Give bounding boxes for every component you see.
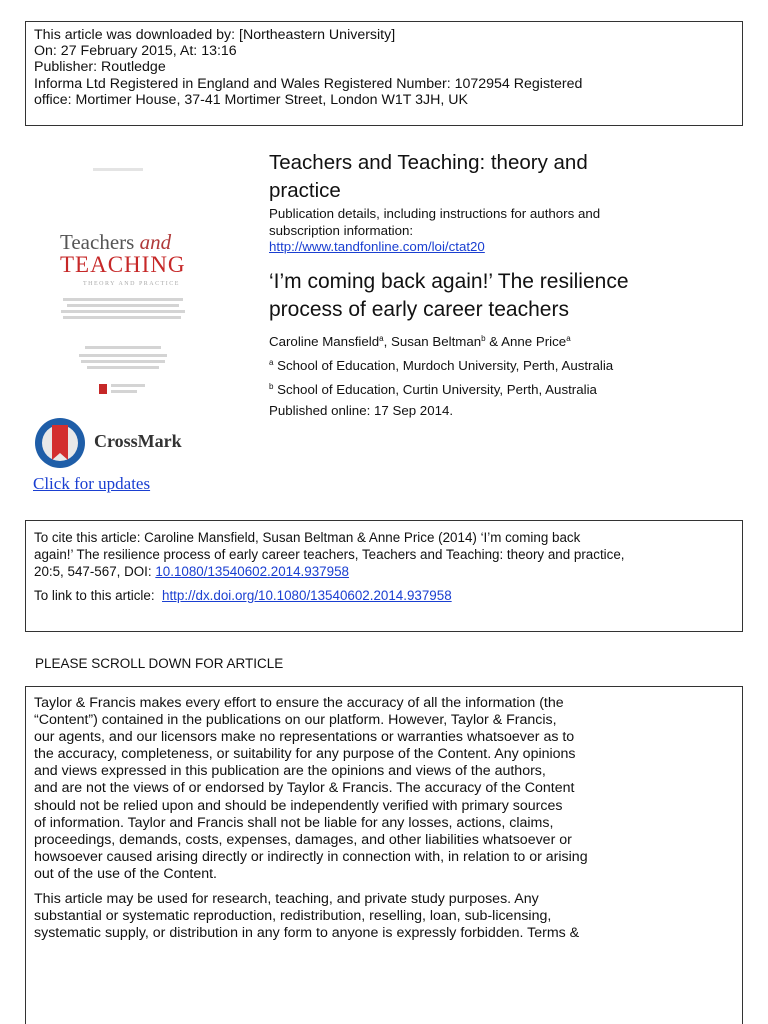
- doi-link[interactable]: 10.1080/13540602.2014.937958: [155, 564, 349, 580]
- disclaimer-line: substantial or systematic reproduction, redistribution, reselling, loan, sub-licensing,: [34, 908, 552, 925]
- cover-subtitle: THEORY AND PRACTICE: [83, 281, 180, 287]
- published-date: Published online: 17 Sep 2014.: [269, 403, 454, 418]
- journal-title: Teachers and Teaching: theory and practice: [269, 151, 588, 202]
- journal-url-link[interactable]: http://www.tandfonline.com/loi/ctat20: [269, 239, 485, 254]
- disclaimer-box: [25, 686, 743, 1024]
- author-list: Caroline Mansfield$^a$, Susan Beltman$^b$ & Anne Price$^a$: [269, 334, 571, 349]
- citation-box: To cite this article: Caroline Mansfield, Susan Beltman & Anne Price (2014) ‘I’m coming back again!’ The resilience process of early career teachers, Teachers and Teaching: theory and practice, 20:5, 547-567, DOI: 10.1080/13540602.2014.937958 To link to this article: http://dx.doi.org/10.1080/13540602.2014.937958: [25, 520, 743, 632]
- article-title: ‘I’m coming back again!’ The resilience process of early career teachers: [269, 270, 629, 321]
- click-for-updates-link[interactable]: Click for updates: [33, 474, 151, 493]
- download-notice-box: [25, 21, 743, 126]
- disclaimer-line: systematic supply, or distribution in any form to anyone is expressly forbidden. Terms &: [34, 925, 580, 942]
- disclaimer-line: out of the use of the Content.: [34, 865, 217, 882]
- affiliation-b: $^b$ School of Education, Curtin University, Perth, Australia: [269, 382, 597, 397]
- article-link[interactable]: http://dx.doi.org/10.1080/13540602.2014.937958: [162, 587, 452, 603]
- disclaimer-line: proceedings, demands, costs, expenses, damages, and other liabilities whatsoever or: [34, 831, 572, 848]
- affiliation-a: $^a$ School of Education, Murdoch University, Perth, Australia: [269, 358, 614, 373]
- download-notice-line: office: Mortimer House, 37-41 Mortimer Street, London W1T 3JH, UK: [34, 91, 468, 108]
- disclaimer-line: and are not the views of or endorsed by Taylor & Francis. The accuracy of the Content: [34, 780, 575, 797]
- author-block: [269, 328, 613, 421]
- disclaimer-line: of information. Taylor and Francis shall not be liable for any losses, actions, claims,: [34, 814, 554, 831]
- scroll-notice: PLEASE SCROLL DOWN FOR ARTICLE: [35, 656, 284, 671]
- disclaimer-paragraph-1: [34, 695, 734, 883]
- disclaimer-paragraph-2: [34, 891, 734, 942]
- disclaimer-line: Taylor & Francis makes every effort to ensure the accuracy of all the information (the: [34, 695, 564, 711]
- publisher-logo-icon: [99, 384, 107, 394]
- disclaimer-line: and views expressed in this publication are the opinions and views of the authors,: [34, 763, 546, 780]
- journal-cover-image: [33, 158, 211, 396]
- download-notice-line: Informa Ltd Registered in England and Wales Registered Number: 1072954 Registered: [34, 75, 583, 92]
- publication-details: Publication details, including instructions for authors and subscription information: http://www.tandfonline.com/loi/ctat20: [269, 206, 601, 254]
- cover-title-line1: Teachers and: [60, 230, 172, 254]
- cover-title-line2: TEACHING: [60, 252, 186, 277]
- download-notice-line: This article was downloaded by: [Northeastern University]: [34, 27, 396, 43]
- crossmark-label: CrossMark: [94, 431, 182, 451]
- disclaimer-line: howsoever caused arising directly or indirectly in connection with, in relation to or arising: [34, 848, 588, 865]
- disclaimer-line: the accuracy, completeness, or suitability for any purpose of the Content. Any opinions: [34, 746, 576, 763]
- download-notice-line: On: 27 February 2015, At: 13:16: [34, 43, 237, 60]
- disclaimer-line: our agents, and our licensors make no representations or warranties whatsoever as to: [34, 729, 575, 746]
- disclaimer-line: “Content”) contained in the publications on our platform. However, Taylor & Francis,: [34, 712, 557, 729]
- disclaimer-line: should not be relied upon and should be independently verified with primary sources: [34, 797, 563, 814]
- disclaimer-line: This article may be used for research, teaching, and private study purposes. Any: [34, 891, 539, 908]
- download-notice-line: Publisher: Routledge: [34, 59, 166, 76]
